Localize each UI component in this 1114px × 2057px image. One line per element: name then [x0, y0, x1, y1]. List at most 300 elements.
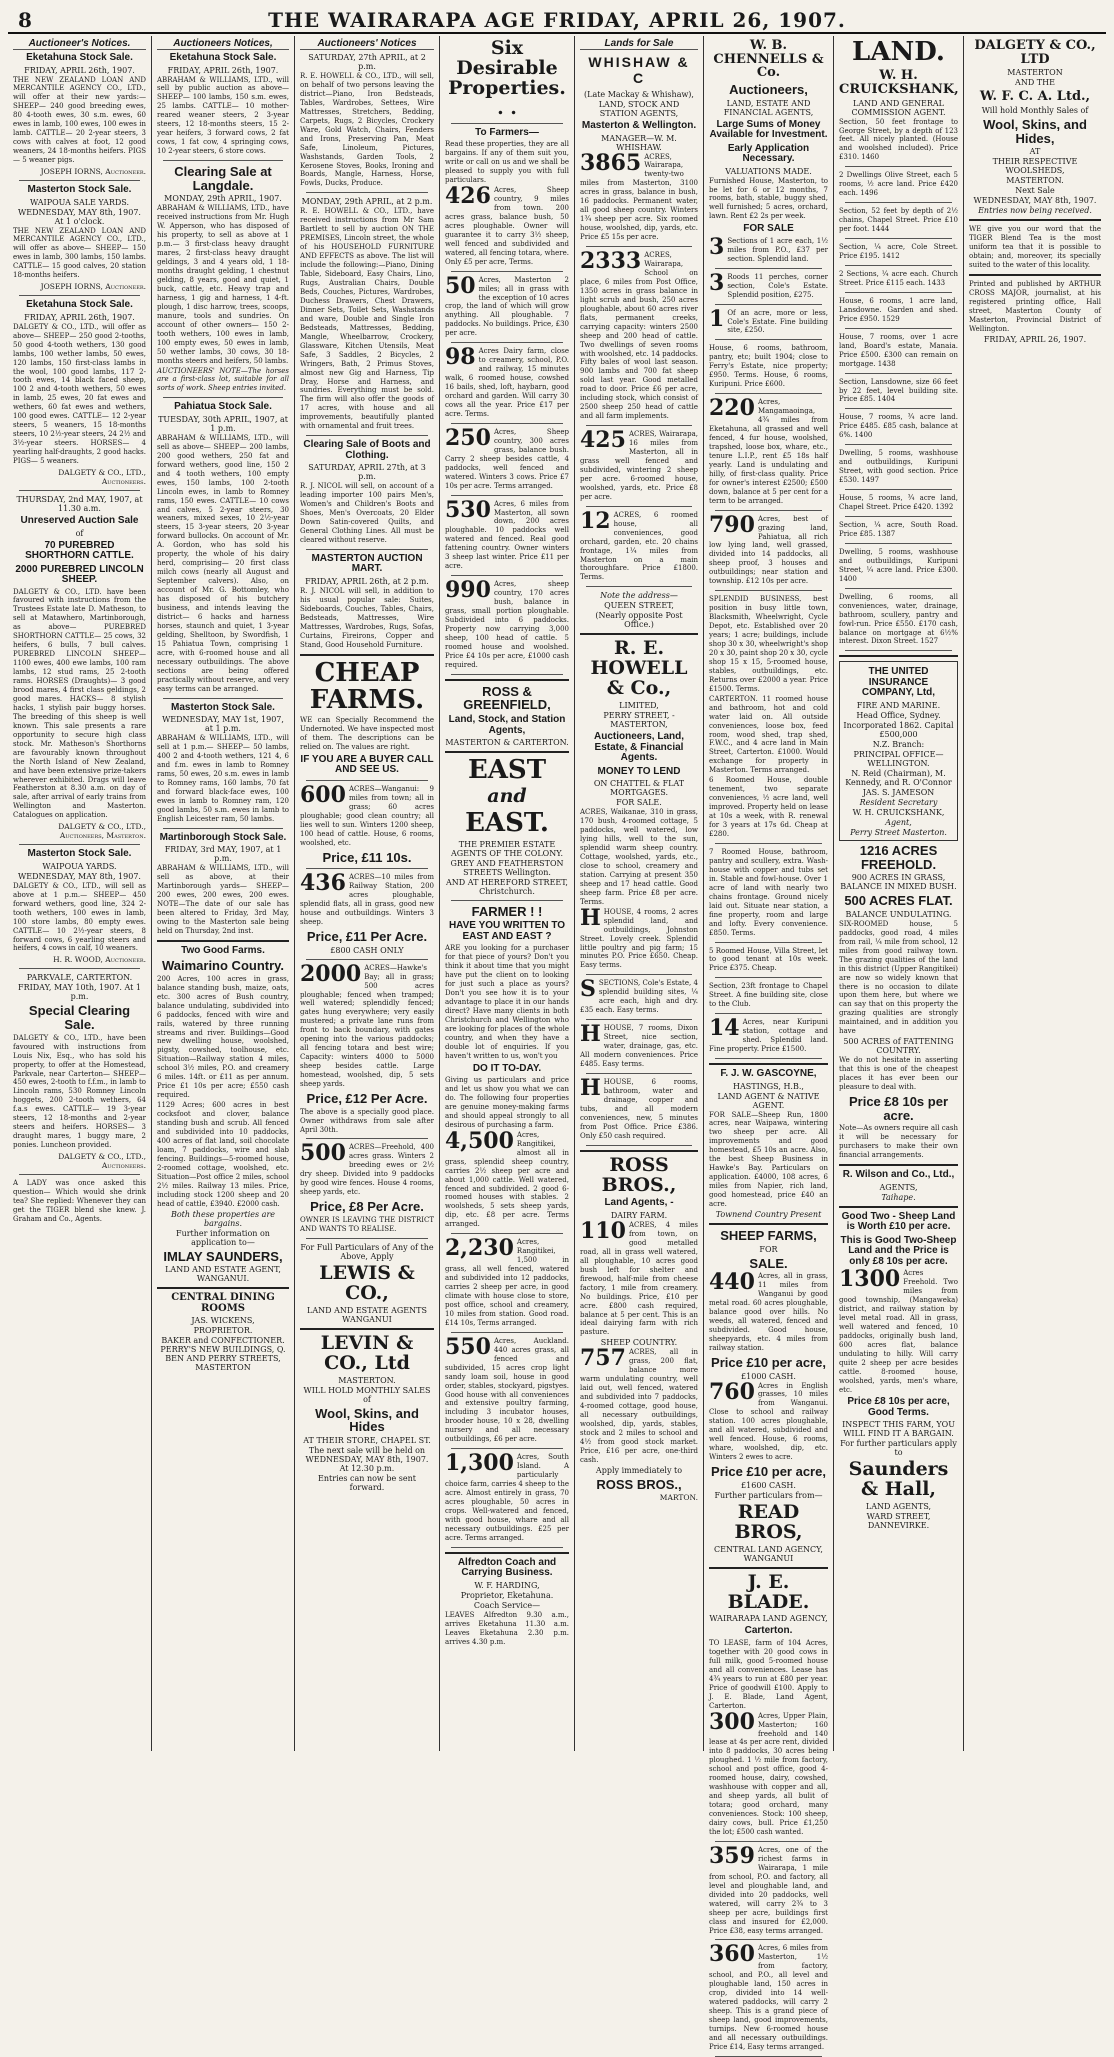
property-listing — [709, 305, 828, 336]
farm-text: ACRES—Wanganui: 9 miles from town; all in grass; 60 acres ploughable; good clean country; all lies well to sun. Winters 1200 sheep, 100 head of cattle. House, 6 rooms, woolshed, etc. — [300, 784, 434, 847]
ad-heading: CENTRAL DINING ROOMS — [171, 1292, 275, 1314]
acre-figure: 3 — [709, 233, 725, 260]
ad-date: MONDAY, 29th APRIL, 1907. — [164, 194, 282, 204]
listing-text: Acres, 6 miles from Masterton, all sown down, 200 acres ploughable. 10 paddocks well watered and fenced. Real good fattening country. Owner winters 3 sheep last winter. Price £11 per acre. — [445, 499, 569, 571]
column-1 — [8, 36, 152, 1751]
acre-figure: 14 — [709, 1015, 740, 1042]
divider — [451, 1233, 563, 1234]
farm-price: Price, £8 Per Acre. — [310, 1199, 424, 1215]
ad-heading: 1216 ACRES FREEHOLD. — [859, 842, 938, 872]
agent-name: ROSS BROS., — [596, 1476, 682, 1492]
ad-body: ACRES, Waikanae, 310 in grass, 170 bush, 4-roomed cottage, 5 paddocks, well watered, low lying hills, well to the sun, splendid warm sheep country. Cottage, woolshed, yards, etc., close to school, creamery and station. Carrying at present 350 sheep and 17 head cattle. Good sheep farm. Price £8 per acre. Terms. — [580, 808, 698, 906]
ad-heading: Early Application Necessary. — [727, 142, 810, 165]
column-8 — [964, 36, 1106, 1751]
agent-name: ROSS BROS., — [601, 1153, 677, 1196]
divider — [451, 423, 563, 424]
ad-heading: SALE. — [749, 1255, 788, 1271]
ad-heading: Pahiatua Stock Sale. — [174, 401, 272, 413]
property-listing — [839, 270, 958, 288]
property-listing — [709, 848, 828, 938]
acre-figure: 2000 — [300, 960, 362, 987]
agent-sub: Land Agents, - — [604, 1197, 674, 1209]
listing-text: Dwelling, 5 rooms, washhouse and outbuildings, Kuripuni Street, with good section. Price £530. 1497 — [839, 449, 958, 485]
ad-sub: Next Sale — [1015, 186, 1055, 196]
proprietor-name: W. F. HARDING, — [474, 1580, 540, 1590]
ad-manager: MANAGER—W. M. WHISHAW. — [601, 133, 677, 152]
property-listing — [839, 494, 958, 512]
ad-heading: Eketahuna Stock Sale. — [26, 52, 133, 63]
listing-text: House, 6 rooms, 1 acre land, Lansdowne. Garden and shed. Price £950. 1529 — [839, 296, 958, 323]
ad-sub: THEIR RESPECTIVE WOOLSHEDS, — [992, 157, 1078, 176]
divider — [580, 1150, 698, 1152]
farm-listing — [709, 1378, 828, 1463]
divider — [845, 166, 952, 167]
ad-note: Note the address— — [600, 591, 678, 601]
acre-figure: 250 — [445, 424, 491, 451]
property-list — [709, 1708, 828, 2057]
ad-date: WEDNESDAY, MAY 1st, 1907, at 1 p.m. — [162, 715, 284, 734]
ad-heading: THE UNITED INSURANCE COMPANY, Ltd, — [861, 666, 936, 699]
ad-body: ABRAHAM & WILLIAMS, LTD., will sell at 1 p.m.— SHEEP— 50 lambs, 400 2 and 4-tooth wethers, 121 4, 6 and f.m. ewes in lamb to Romney rams, 50 ewes, 20 s.m. ewes in lamb to Romney rams, 160 lambs, 70 fat and forward black-face ewes, 100 ewes in lamb to Romney ram, 120 good lambs, 50 s.m. ewes in lamb to English Leicester ram, 50 lambs. — [157, 734, 289, 823]
acre-figure: 436 — [300, 870, 346, 897]
listing-text: ACRES, Wairarapa, twenty-two miles from Masterton, 3100 acres in grass, balance in bush, 16 paddocks. Permanent water, all good sheep country. Winters 1¾ sheep per acre. Six roomed house, woolshed, dip, yards, etc. Price £5 15s per acre. — [580, 152, 698, 242]
ad-info: Apply immediately to — [595, 1465, 683, 1475]
farm-price: Price £8 10s per acre. — [848, 1094, 949, 1123]
property-listing — [839, 333, 958, 369]
ad-heading: Clearing Sale of Boots and Clothing. — [303, 439, 431, 461]
listing-text: Sections of 1 acre each, 1½ miles from P.O., £37 per section. Splendid land. — [727, 236, 828, 263]
divider — [163, 397, 283, 398]
listing-text: Acres, Masterton 2 miles; all in grass with the exception of 10 acres crop, the land of which will grow anything. All ploughable. 7 paddocks. No buildings. Price, £30 per acre. — [445, 275, 569, 338]
ad-sub: JAS. S. JAMESON — [862, 787, 935, 797]
ad-heading: This is Good Two-Sheep Land and the Price is only £8 10s per acre. — [840, 1234, 957, 1267]
ad-body: BAKER and CONFECTIONER. PERRY'S NEW BUILDINGS, Q. BEN AND PERRY STREETS, MASTERTON — [160, 1336, 286, 1373]
listing-text: Acres, Mangamaoinga, 4¾ miles from Eketahuna, all grassed and well fenced, 4 fur house, woolshed, trapshed, loose box, whare, etc., tenure L.I.P., rent £5 18s half yearly. Land is undulating and hilly, of first-class quality. Price for owner's interest £2500; £500 down, balance at 5 per cent for a term to be arranged. — [709, 398, 828, 505]
property-list — [709, 776, 828, 1059]
farm-text: Acres, all in grass, 11 miles from Wanganui by good metal road. 60 acres ploughable, balance good over hills. No weeds, all watered, fenced and subdivided. Good house, sheepyards, etc. 4 miles from railway station. — [709, 1272, 828, 1352]
farm-price: Price £10 per acre, — [711, 1354, 826, 1370]
ad-body: ABRAHAM & WILLIAMS, LTD., will sell by public auction as above— SHEEP— 100 lambs, 150 s.m. ewes, 25 lambs. CATTLE— 10 mother-reared weaner steers, 2 3-year steers, 12 18-months steers, 15 2-year heifers, 3 forward cows, 2 fat cows, 1 fat cow, 4 springing cows, 10 2-year steers, 6 store cows. — [157, 75, 289, 156]
divider — [845, 292, 952, 293]
ad-heading: Masterton Stock Sale. — [171, 701, 275, 713]
proprietor-title: Proprietor, Eketahuna. — [460, 1590, 554, 1600]
divider — [445, 751, 569, 753]
listing-text: HOUSE, 4 rooms, 2 acres splendid land, and outbuildings, Johnston Street. Lovely creek. Splendid little poultry and pig farm; 15 minutes P.O. Price £650. Cheap. Easy terms. — [580, 907, 698, 970]
ad-sub: 500 ACRES of FATTENING COUNTRY. — [843, 1037, 954, 1056]
ad-heading: Wool, Skins, and Hides — [315, 1405, 419, 1435]
divider — [19, 490, 140, 491]
divider — [715, 304, 822, 305]
divider — [839, 655, 958, 657]
ad-sub: 900 ACRES IN GRASS, BALANCE IN MIXED BUSH. — [840, 873, 957, 892]
ad-sub: Incorporated 1862. Capital £500,000 — [843, 720, 954, 739]
ad-body: DALGETY & CO., LTD. have been favoured with instructions from the Trustees Estate late D. Matheson, to sell at Matawhero, Martinborough, as above— PUREBRED SHORTHORN CATTLE— 25 cows, 32 heifers, 6 bulls, 7 bull calves. PUREBRED LINCOLN SHEEP— 1100 ewes, 400 ewe lambs, 100 ram lambs, 12 stud rams, 25 2-tooth rams. HORSES (Draughts)— 3 good brood mares, 4 first class geldings, 2 good mares. HACKS— 8 stylish hacks, 1 stylish pair buggy horses. The breeding of this sheep is well known. This sale presents a rare opportunity to secure high class stock. Mr. Matheson's Shorthorns are favourably known throughout the North Island of New Zealand, and have been extensive prize-takers wherever exhibited. Drags will leave Featherston at 8.30 a.m. on day of sale, after arrival of early trains from Wellington and Masterton. Catalogues on application. — [13, 587, 146, 820]
farm-price: Price, £11 10s. — [322, 849, 412, 865]
ad-body: DALGETY & CO., LTD., will sell as above at 1 p.m.— SHEEP— 450 forward wethers, good line, 324 2-tooth wethers, 100 ewes in lamb, 100 store lambs, 80 empty ewes. CATTLE— 10 2½-year steers, 8 forward cows, 6 yearling steers and heifers, 4 cows in calf, 10 weaners. — [13, 881, 146, 953]
ad-note: Both these properties are bargains. — [170, 1209, 275, 1228]
listing-text: Section, Lansdowne, size 66 feet by 22 feet, level building site. Price £85. 1404 — [839, 377, 958, 404]
property-listing — [580, 248, 698, 421]
listing-text: House, 7 rooms, ¾ acre land. Price £485. £85 cash, balance at 6%. 1400 — [839, 413, 958, 440]
property-listing — [445, 1127, 569, 1229]
farm-cash: £1000 CASH. — [741, 1371, 796, 1381]
tiger-tea-notice: WE give you our word that the TIGER Blend Tea is the most uniform tea that it is possible to obtain; and, moreover, its specially suited to the water of this locality. — [969, 225, 1101, 270]
newspaper-title: THE WAIRARAPA AGE FRIDAY, APRIL 26, 1907. — [268, 8, 846, 32]
ad-body: Will hold Monthly Sales of — [981, 105, 1089, 115]
ad-signature: H. R. WOOD, Auctioneer. — [53, 955, 146, 965]
ad-body: We do not hesitate in asserting that this is one of the cheapest places it has ever been our pleasure to deal with. — [839, 1056, 958, 1092]
property-listing — [839, 118, 958, 163]
ad-body: 200 Acres, 100 acres in grass, balance standing bush, maize, oats, etc. 300 acres of Bush country, balance undulating, subdivided into 6 paddocks, fenced with wire and rails, watered by three running streams and river. Buildings—Good new dwelling house, woolshed, pigsty, cowshed, toolhouse, etc. Situation—Railway station 4 miles, school 3½ miles, P.O. and creamery 6 miles. 14ft. or £11 as per annum. Price £1 10s per acre; £550 cash required. — [157, 974, 289, 1100]
divider — [19, 844, 140, 845]
ad-heading: FARMER ! ! — [471, 903, 543, 919]
agent-name: W. F. C. A. Ltd., — [979, 89, 1091, 105]
ad-body: WE can Specially Recommend the Undernoted. We have inspected most of them. The descriptions can be relied on. The values are right. — [300, 716, 434, 752]
listing-text: 6 Roomed House, double tenement, two separate conveniences, ½ acre land, well improved. Property held on lease at 10s a week, with R. renewal for 3 years at 17s 6d. Cheap at £280. — [709, 776, 828, 839]
agent-sub: LAND AND ESTATE AGENTS WANGANUI — [307, 1305, 427, 1324]
property-listing — [709, 1708, 828, 1837]
ad-address: GREY AND FEATHERSTON STREETS Wellington. — [450, 858, 564, 877]
listing-text: Acres, sheep country, 170 acres bush, balance in grass, small portion ploughable. Subdivided into 6 paddocks. Property now carrying 3,000 sheep, 100 head of cattle. 5 roomed house and woolshed. Price £4 10s per acre, £1000 cash required. — [445, 580, 569, 669]
divider — [445, 1552, 569, 1554]
divider — [19, 1174, 140, 1175]
listing-text: Acres, one of the richest farms in Wairarapa, 1 mile from school, P.O. and factory, all level and ploughable land, and divided into 20 paddocks, well watered, will carry 2¾ to 3 sheep per acre, buildings first class and insured for £2,000. Price £38, easy terms arranged. — [709, 1845, 828, 1935]
property-listing — [839, 297, 958, 324]
farm-listing — [709, 1269, 828, 1353]
ad-heading: Large Sums of Money Available for Investment. — [709, 118, 828, 141]
property-listing — [839, 171, 958, 198]
listing-text: HOUSE, 6 rooms, bathroom, water and drainage, copper and tubs, and all modern conveniences, new, 5 minutes from Post Office. Price £386. Only £50 cash required. — [580, 1077, 698, 1140]
ad-heading: DO IT TO-DAY. — [472, 1062, 542, 1074]
divider — [306, 1238, 428, 1239]
agent-name: LEWIS & CO., — [319, 1261, 415, 1304]
farm-price: Price, £12 Per Acre. — [306, 1090, 428, 1106]
whishaw-heading: WHISHAW & C — [588, 54, 690, 86]
property-listing — [580, 904, 698, 971]
farm-listing — [300, 781, 434, 848]
ad-store: AT THEIR STORE, CHAPEL ST. — [303, 1435, 431, 1445]
six-properties-heading: Six Desirable Properties. . . — [448, 37, 566, 119]
listing-text: ACRES, Wairarapa, 16 miles from Masterton, all in grass well fenced and subdivided, wintering 2 sheep per acre. 6-roomed house, woolshed, yards, etc. Price £8 per acre. — [580, 430, 698, 501]
ad-body: R. E. HOWELL & CO., LTD., have received instructions from Mr Sam Bartlett to sell by auction ON THE PREMISES, Lincoln street, the whole of his HOUSEHOLD FURNITURE AND EFFECTS as above. The list will include the following:—Piano, Dining Table, Sideboard, Easy Chairs, Lino, Rugs, Australian Chairs, Double Beds, Couches, Pictures, Wardrobes, Duchess Drawers, Chest Drawers, Dinner Sets, Toilet Sets, Washstands and ware, Double and Single Iron Bedsteads, Mattresses, Bedding, Mangle, Wheelbarrow, Crockery, Glassware, Kitchen Utensils, Meat Safe, 3 Saddles, 2 Bicycles, 2 Wringers, Bath, 2 Primus Stoves, almost new Gig and Harness, Tip Dray, Horse and Harness, and sundries. Everything must be sold. The firm will also offer the goods of 17 acres, with house and all improvements, beautifully planted with ornamental and fruit trees. — [300, 207, 434, 431]
ad-signature: JOSEPH IORNS, Auctioneer. — [40, 167, 146, 177]
divider — [715, 1939, 822, 1940]
property-list — [580, 149, 698, 588]
acre-figure: S — [580, 976, 596, 1003]
ad-sub: LIMITED, — [619, 701, 659, 711]
ad-body: CARTERTON. 11 roomed house and bathroom, hot and cold water laid on. All outside conveniences, loose box, feed room, wood shed, trap shed, F.W.C., and 4 acre land in Main Street, Carterton. £1000. Would exchange for property in Masterton. Terms arranged. — [709, 694, 828, 775]
divider — [586, 586, 692, 587]
acre-figure: 550 — [445, 1333, 491, 1360]
property-listing — [709, 947, 828, 974]
ad-body: Furnished House, Masterton, to be let for 6 or 12 months, 7 rooms, bath, stable, buggy shed, well furnished; 5 acres, orchard, lawn. Rent £2 2s per week. — [709, 176, 828, 221]
ad-body: ABRAHAM & WILLIAMS, LTD., have received instructions from Mr. Hugh W. Apperson, who has disposed of his property, to sell as above at 1 p.m.— 3 first-class heavy draught mares, 2 first-class heavy draught geldings, 3 and 4 years old, 1 18-months draught gelding, 1 chestnut gelding, 8 years, good and quiet, 1 buck, cattle, etc. Heavy trap and harness, 1 gig and harness, 1 4-ft. plough, 1 disc harrow, trees, scoops, manure, tools and sundries. On account of other owners— 150 2-tooth wethers, 100 ewes in lamb, 100 empty ewes, 50 ewes in lamb, 50 wether lambs, 30 cows, 30 18-months steers and heifers, 50 lambs. — [157, 204, 289, 365]
divider — [845, 650, 952, 651]
ad-body: DALGETY & CO., LTD., have been favoured with instructions from Louis Nix, Esq., who has sold his property, to offer at the Homestead, Parkvale, near Carterton— SHEEP— 450 ewes, 2-tooth to f.f.m., in lamb to Lincoln rams, 530 Romney Lincoln hoggets, 200 2-tooth wethers, 64 f.a.s ewes. CATTLE— 19 3-year steers, 12 18-months and 2-year steers and heifers. HORSES— 3 draught mares, 1 buggy mare, 2 ponies. Luncheon provided. — [13, 1033, 146, 1150]
property-list — [445, 1127, 569, 1548]
ad-signature: DALGETY & CO., LTD., Auctioneers, Masterton. — [58, 822, 146, 841]
ad-sub: WAIPOUA YARDS. — [42, 861, 117, 871]
divider — [715, 843, 822, 844]
ad-heading: Waimarino Country. — [161, 958, 285, 974]
page-number: 8 — [18, 8, 32, 32]
ad-info: Further information on application to— — [176, 1228, 270, 1247]
property-listing — [580, 507, 698, 583]
agent-name: W. B. CHENNELLS & Co. — [713, 38, 824, 81]
divider — [306, 1138, 428, 1139]
ad-heading: Martinborough Stock Sale. — [159, 831, 287, 843]
divider — [845, 489, 952, 490]
listing-text: ACRES, 6 roomed house, all conveniences, good orchard, garden, etc. 20 chains frontage, 1¼ miles from Masterton on a main thoroughfare. Price £1800. Terms. — [580, 510, 698, 582]
column-5 — [575, 36, 704, 1751]
ad-date: FRIDAY, MAY 10th, 1907. At 1 p.m. — [18, 983, 141, 1002]
listing-text: Of an acre, more or less, Cole's Estate. Fine building site, £250. — [727, 308, 828, 335]
agent-name: LEVIN & CO., Ltd — [320, 1331, 414, 1374]
ad-info: For Full Particulars of Any of the Above, Apply — [300, 1242, 434, 1261]
property-listing — [709, 1015, 828, 1054]
divider — [306, 192, 428, 193]
ad-entries: Entries can now be sent forward. — [318, 1473, 416, 1492]
divider — [839, 1164, 958, 1166]
ad-date: FRIDAY, APRIL 26th, 1907. — [167, 65, 279, 75]
ad-sub: LAND, ESTATE AND FINANCIAL AGENTS, — [723, 98, 814, 117]
acre-figure: 50 — [445, 272, 476, 299]
divider — [306, 435, 428, 436]
ad-sub: Resident Secretary — [859, 797, 938, 807]
divider — [845, 265, 952, 266]
divider — [845, 588, 952, 589]
ad-body: R. E. HOWELL & CO., LTD., will sell, on behalf of two persons leaving the district—Piano, Iron Bedsteads, Tables, Wardrobes, Settees, Wire Mattresses, Stretchers, Bedding, Carpets, Rugs, 2 Bicycles, Crockery Ware, Gold Watch, Chairs, Fenders and Irons, Preserving Pan, Meat Safe, Linoleum, Pictures, Washstands, Garden Tools, 2 Kerosene Stoves, Books, Ironing and Boards, Mangle, Harness, Horse, Fowls, Ducks, Produce. — [300, 72, 434, 188]
divider — [451, 1547, 563, 1548]
ad-note: AUCTIONEERS' NOTE—The horses are a first-class lot, suitable for all sorts of work. Sheep entries invited. — [157, 366, 289, 393]
acre-figure: 425 — [580, 427, 626, 454]
acre-figure: 426 — [445, 183, 491, 210]
listing-text: Acres, near Kuripuni station, cottage and shed. Splendid land. Fine property. Price £1500. — [709, 1018, 828, 1054]
ad-sub: AND THE — [1015, 78, 1055, 88]
agent-name: W. H. CRUICKSHANK, — [839, 68, 959, 97]
property-listing — [839, 413, 958, 440]
ad-sub: N. Reid (Chairman), M. Kennedy, and R. O'Connor — [845, 768, 952, 787]
ad-body: THE NEW ZEALAND LOAN AND MERCANTILE AGENCY CO., LTD., will offer as above— SHEEP— 150 ewes in lamb, 300 lambs, 150 lambs. CATTLE— 15 good calves, 20 station 18-months heifers. — [13, 226, 146, 280]
divider — [306, 868, 428, 869]
divider — [586, 974, 692, 975]
listing-text: Acres, Rangitikei, almost all in grass, splendid sheep country, carries 2½ sheep per acre and about 1,000 cattle. Well watered, fenced and subdivided. 2 good 6-roomed houses with stables. 2 woolsheds, 5 sets sheep yards, dip, etc. £8 per acre. Terms arranged. — [445, 1130, 569, 1229]
divider — [715, 942, 822, 943]
ad-signature: JOSEPH IORNS, Auctioneer. — [40, 282, 146, 292]
ad-body: ABRAHAM & WILLIAMS, LTD., will sell as above— SHEEP— 200 lambs, 200 good wethers, 250 fat and forward wethers, good line, 150 2 and 4 tooth wethers, 100 empty ewes, 150 lambs, 100 2-tooth Lincoln ewes, in lamb to Romney rams, 150 ewes. CATTLE— 10 cows and calves, 5 2-year steers, 30 weaners, mixed sexes, 10 2½-year steers, 15 3-year steers, 20 3-year forward bullocks. On account of Mr. A. Gordon, who has sold his property, the whole of his dairy herd, comprising— 20 first class milch cows (nearly all August and September calvers). Also, on account of Mr. G. Bottomley, who has disposed of his butchery business, and intends leaving the district— 6 hacks and harness horses, staunch and quiet, 1 3-year gelding, Shelltoon, by Swordfish, 1 15 Pahiatua Town, comprising 1 acre, with 6-roomed house and all necessary outbuildings. The above sections are being offered practically without reserve, and very easy terms can be arranged. — [157, 433, 289, 693]
imprint-date: FRIDAY, APRIL 26, 1907. — [983, 334, 1087, 344]
ad-sub: (Late Mackay & Whishaw), — [584, 90, 694, 99]
listing-text: Acres, Sheep country, 300 acres grass, balance bush. Carry 2 sheep besides cattle, 4 paddocks, well fenced and watered. Winters 3 cows. Price £7 10s per acre. Terms arranged. — [445, 427, 569, 490]
ad-heading: Masterton Stock Sale. — [27, 848, 132, 860]
agent-sub: Land, Stock, and Station Agents, — [448, 714, 566, 736]
listing-text: Acres, Sheep country, 9 miles from town. 200 acres grass, balance bush, 50 acres ploughable. Owner will guarantee it to carry 3½ sheep, well fenced and subdivided and watered, all fencing totara, where. Only £5 per acre, Terms. — [445, 186, 569, 266]
agent-sub: Auctioneers, — [729, 81, 808, 97]
divider — [19, 180, 140, 181]
ad-address: QUEEN STREET, — [604, 601, 674, 611]
listing-text: Dwelling, 6 rooms, all conveniences, water, drainage, bathroom, scullery, pantry and fowl-run. Price £550. £170 cash, balance on mortgage at 6½% interest. Dixon Street. 1527 — [839, 592, 958, 646]
farm-note: The above is a specially good place. Owner withdraws from sale after April 30th. — [300, 1107, 434, 1134]
divider — [300, 1328, 434, 1330]
listing-text: 2 Sections, ¼ acre each. Church Street. Price £115 each. 1433 — [839, 269, 958, 287]
ad-body: THE NEW ZEALAND LOAN AND MERCANTILE AGENCY CO., LTD., will offer at their new yards:— SHEEP— 240 good breeding ewes, 80 4-tooth ewes, 30 s.m. ewes, 60 ewes in lamb, 100 ewes, 100 ewes in lamb. CATTLE— 20 2-year steers, 3 cows with calves at foot, 12 good weaners, 24 18-months heifers. PIGS— 5 weaner pigs. — [13, 75, 146, 165]
farm-note: OWNER IS LEAVING THE DISTRICT AND WANTS TO REALISE. — [300, 1215, 434, 1233]
listing-text: Section, ¼ acre, Cole Street. Price £195. 1412 — [839, 243, 958, 261]
listing-text: Section, 23ft frontage to Chapel Street. A fine building site, close to the Club. — [709, 982, 828, 1009]
ad-heading: Wool, Skins, and Hides, — [983, 116, 1087, 146]
listing-text: Roods 11 perches, corner section, Cole's Estate. Splendid position, £275. — [727, 272, 828, 299]
listing-text: House, 5 rooms, ¾ acre land, Chapel Street. Price £420. 1392 — [839, 494, 958, 512]
acre-figure: 440 — [709, 1269, 755, 1296]
acre-figure: 757 — [580, 1345, 626, 1372]
listing-text: SECTIONS, Cole's Estate, 4 splendid building sites, ¼ acre each, high and dry. £35 each. Easy terms. — [580, 979, 698, 1015]
divider — [839, 1206, 958, 1208]
ad-heading: Two Good Farms. — [181, 944, 265, 956]
agent-name: J. E. BLADE. — [727, 1570, 810, 1613]
ad-body: Read these properties, they are all bargains. If any of them suit you, write or call on us and we shall be pleased to supply you with full particulars. — [445, 140, 569, 185]
property-listing — [445, 1450, 569, 1543]
ad-body: TO LEASE, farm of 104 Acres, together with 20 good cows in full milk, good 5-roomed house and all conveniences. Lease has 4¾ years to run at £80 per year. Price of goodwill £100. Apply to J. E. Blade, Land Agent, Carterton. — [709, 1638, 828, 1710]
acre-figure: 1300 — [839, 1266, 901, 1293]
farm-listing — [300, 960, 434, 1089]
ad-sub: Head Office, Sydney. — [856, 710, 941, 720]
divider — [451, 495, 563, 496]
property-listing — [580, 427, 698, 502]
listing-text: Acres, South Island. A particularly choice farm, carries 4 sheep to the acre. Almost entirely in grass, 70 acres ploughable, 50 acres in crops. Well-watered and fenced, with good house, whare and all necessary outbuildings. £25 per acre. Terms arranged. — [445, 1453, 569, 1542]
column-2 — [152, 36, 295, 1751]
property-listing — [709, 982, 828, 1009]
agent-sub: LAND AND ESTATE AGENT, WANGANUI. — [165, 1265, 281, 1284]
acre-figure: 4,500 — [445, 1127, 514, 1154]
acre-figure: 500 — [300, 1140, 346, 1167]
listing-text: Section, 50 feet frontage to George Street, by a depth of 123 feet. All nicely planted. (House and woolshed included). Price £310. 1460 — [839, 117, 958, 162]
divider — [715, 977, 822, 978]
ad-sub: AT — [1029, 147, 1041, 157]
agent-name: R. E. HOWELL & Co., — [590, 637, 688, 700]
ad-place: HASTINGS, H.B., — [733, 1081, 804, 1091]
acre-figure: 359 — [709, 1842, 755, 1869]
acre-figure: 1 — [709, 305, 725, 332]
divider — [845, 238, 952, 239]
ad-body: 1129 Acres; 600 acres in best cocksfoot and clover, balance standing bush and scrub. All fenced and subdivided into 10 paddocks, 400 acres of flat land, soil chocolate loam, 7 paddocks, wire and slab fencing. Buildings—5-roomed house, 2-roomed cottage, woolshed, etc. Situation—Post office 2 miles, school 2½ miles. Railway 13 miles. Price, including stock 1200 sheep and 20 head of cattle, £3940. £2000 cash. — [157, 1101, 289, 1208]
divider — [163, 160, 283, 161]
section-header: Auctioneer's Notices. — [13, 38, 146, 50]
farm-text: ACRES, all in grass, 200 flat, balance more warm undulating country, well laid out, well fenced, watered and subdivided into 7 paddocks, 4-roomed cottage, good house, all necessary outbuildings, woolshed, dip, yards, stables, stock and 2 miles to school and 4½ from good stock market. Price, £16 per acre, one-third cash. — [580, 1348, 698, 1464]
divider — [845, 373, 952, 374]
agent-name: W. H. CRUICKSHANK, — [852, 807, 945, 817]
listing-text: ACRES, Wairarapa, School on place, 6 miles from Post Office, 1350 acres in grass balance in light scrub and bush, 250 acres ploughable, about 60 acres river flats, permanent creeks, carrying capacity: winters 2500 sheep and 200 head of cattle. Two dwellings of seven rooms with woolshed, etc. 14 paddocks. Fifty bales of wool last season. 900 lambs and 700 fat sheep sold last year. Good metalled road to door. Price £6 per acre, including stock, which consist of 2500 sheep 250 head of cattle and all farm implements. — [580, 251, 698, 421]
proprietor-name: JAS. WICKENS, — [191, 1316, 255, 1326]
divider — [451, 342, 563, 343]
divider — [306, 780, 428, 781]
farm-listing — [580, 1217, 698, 1337]
ad-sub: VALUATIONS MADE. — [725, 166, 812, 176]
ad-place: MASTERTON — [1007, 68, 1063, 78]
acre-figure: 3 — [709, 269, 725, 296]
listing-text: HOUSE, 7 rooms, Dixon Street, nice section, water, drainage, gas, etc. All modern conveniences. Price £485. Easy terms. — [580, 1024, 698, 1068]
divider — [586, 506, 692, 507]
property-listing — [445, 424, 569, 491]
ad-sub: Coach Service— — [473, 1600, 541, 1610]
farm-text: ACRES—Hawke's Bay; all in grass; 500 acres ploughable; fenced when tramped; well watered; splendidly fenced; gates hung everywhere; very easily mustered; a private lane runs from front to back boundary, with gates opening into the various paddocks; all fencing totara and best wire; Capacity: winters 4000 to 5000 sheep besides cattle. Large homestead, woolshed, dip, 5 sets sheep yards. — [300, 963, 434, 1089]
listing-text: House, 7 rooms, over 1 acre land, Board's estate, Manaia. Price £500. £300 can remain on mortgage. 1438 — [839, 332, 958, 368]
listing-text: Acres, 6 miles from Masterton, 1½ from factory, school, and P.O., all level and ploughable land, 150 acres in crop, divided into 14 well-watered paddocks, will carry 2 sheep. This is a grand piece of sheep land, good improvements, turnips. New 6-roomed house and all necessary outbuildings. Price £14, Easy terms arranged. — [709, 1944, 828, 2051]
listing-text: House, 6 rooms, bathroom, pantry, etc; built 1904; close to Ferry's Estate, nice property; £950. Terms. House, 6 rooms, Kuripuni. Price £600. — [709, 344, 828, 389]
agent-name: Saunders & Hall, — [848, 1458, 949, 1501]
columns — [8, 36, 1106, 2051]
ad-heading: Masterton Stock Sale. — [27, 184, 132, 196]
acre-figure: 12 — [580, 507, 611, 534]
divider — [715, 268, 822, 269]
acre-figure: H — [580, 1021, 601, 1048]
property-listing — [445, 577, 569, 670]
listing-text: Section, 52 feet by depth of 2½ chains, Chapel Street. Price £10 per foot. 1444 — [839, 207, 958, 234]
divider — [709, 1223, 828, 1225]
column-7 — [834, 36, 964, 1751]
east-word: EAST — [467, 755, 547, 785]
acre-figure: 3865 — [580, 149, 642, 176]
property-listing — [580, 149, 698, 243]
ad-sub: FIRE AND MARINE. — [856, 700, 941, 710]
farm-text: ACRES—Freehold, 400 acres grass. Winters 2 breeding ewes or 2½ dry sheep. Divided into 9 paddocks by good wire fences. House 4 rooms, sheep yards, etc. — [300, 1143, 434, 1197]
ad-date: SATURDAY, APRIL 27th, at 3 p.m. — [308, 463, 426, 482]
acre-figure: 2,230 — [445, 1235, 514, 1262]
agent-sub: LAND AND GENERAL COMMISSION AGENT. — [851, 98, 946, 117]
imprint: Printed and published by ARTHUR CROSS MAJOR, journalist, at his registered printing office, Hall street, Masterton County of Masterton, Provincial District of Wellington. — [969, 279, 1101, 333]
ad-date: FRIDAY, APRIL 26th, 1907. — [24, 312, 135, 322]
ad-date: THURSDAY, 2nd MAY, 1907, at 11.30 a.m. — [16, 495, 143, 513]
ad-date: FRIDAY, APRIL 26th, 1907. — [24, 65, 135, 75]
acre-figure: H — [580, 1074, 601, 1101]
agent-sub: LAND AGENTS, — [865, 1502, 932, 1512]
divider — [715, 1841, 822, 1842]
ad-date: MONDAY, 29th APRIL, at 2 p.m. — [301, 197, 433, 207]
divider — [157, 940, 289, 942]
property-listing — [580, 976, 698, 1015]
farm-price: Price, £11 Per Acre. — [306, 929, 428, 944]
property-listing — [839, 593, 958, 647]
listing-text: Acres, Upper Plain, Masterton; 160 freehold and 140 lease at 4s per acre rent, divided into 8 paddocks, 30 acres being ploughed. 1 ½ mile from factory, school and post office, good 4-roomed house, dairy, cowshed, washhouse with copper and all, and sheep yards, all bulit of totara; good orchard, many conveniences. Stock: 100 sheep, dairy cows, bull. Price £1,250 the lot; £500 cash wanted. — [709, 1711, 828, 1836]
farm-text: ACRES, 4 miles from town, on good metalled road, all in grass well watered, all ploughable, 10 acres good bush left for shelter and firewood, half-mile from cheese factory, 1 mile from creamery. No buildings. Price, £10 per acre. £800 cash required, balance at 5 per cent. This is an ideal dairying farm with rich pasture. — [580, 1220, 698, 1337]
ad-heading: 2000 PUREBRED LINCOLN SHEEP. — [15, 563, 144, 585]
property-listing — [580, 1074, 698, 1141]
divider — [586, 246, 692, 247]
property-list — [709, 233, 828, 591]
ad-body: LEAVES Alfredton 9.30 a.m., arrives Eketahuna 11.30 a.m. Leaves Eketahuna 2.30 p.m. arrives 4.30 p.m. — [445, 1610, 569, 1646]
ad-heading: Good Two - Sheep Land is Worth £10 per acre. — [841, 1210, 956, 1233]
ad-sub: WAIPOUA SALE YARDS. — [29, 197, 130, 207]
listing-text: Section, ¼ acre, South Road. Price £85. 1387 — [839, 520, 958, 538]
agent-name: IMLAY SAUNDERS, — [163, 1248, 283, 1264]
property-listing — [839, 449, 958, 485]
farm-price: Price £8 10s per acre, Good Terms. — [847, 1396, 950, 1418]
acre-figure: 790 — [709, 511, 755, 538]
property-listing — [709, 776, 828, 839]
farm-listing — [580, 1345, 698, 1464]
property-listing — [839, 521, 958, 539]
ad-heading: MONEY TO LEND — [597, 765, 681, 777]
ad-date: TUESDAY, 30th APRIL, 1907, at 1 p.m. — [158, 414, 288, 433]
divider — [586, 1145, 692, 1146]
ad-note: INSPECT THIS FARM, YOU WILL FIND IT A BARGAIN. — [842, 1420, 955, 1439]
section-header: Auctioneers' Notices — [300, 38, 434, 50]
ad-body: SPLENDID BUSINESS, best position in busy little town, Blacksmith, Wheelwright, Cycle Depot, etc. Established over 20 years; 1 acre; buildings, include shop 30 x 30, wheelwright's shop 20 x 30, paint shop 20 x 30, cycle shop 15 x 15, 5-roomed house, stables, outbuildings, etc. Returns over £2000 a year. Price £1500. Terms. — [709, 595, 828, 693]
ad-date: FRIDAY, 3rd MAY, 1907, at 1 p.m. — [164, 845, 282, 864]
ad-place: MASTERTON. — [1006, 176, 1064, 186]
ad-sub: of — [75, 528, 84, 538]
property-listing — [709, 233, 828, 264]
farm-cash: £800 CASH ONLY — [330, 945, 404, 955]
